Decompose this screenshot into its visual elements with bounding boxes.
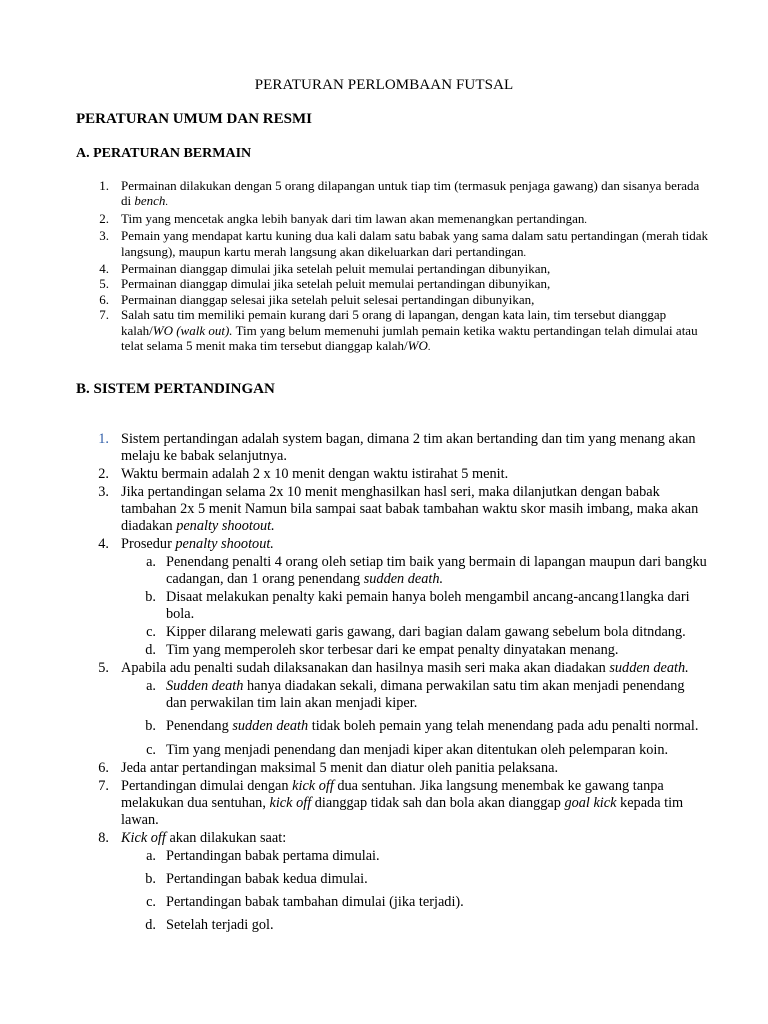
sub-list-item (0, 642, 768, 659)
sub-list-letter: a. (146, 847, 156, 864)
list-number: 4. (99, 261, 109, 277)
list-item (0, 261, 768, 276)
list-text: hanya diadakan sekali, dimana perwakilan satu tim akan menjadi penendang dan perwakilan tim lain akan menjadi kiper. (166, 678, 685, 712)
list-text: Pertandingan babak pertama dimulai. (166, 847, 380, 864)
list-text: Tim yang mencetak angka lebih banyak dari tim lawan akan memenangkan pertandingan (121, 210, 585, 226)
list-text-italic: sudden death. (609, 660, 689, 677)
sub-list-letter: c. (146, 741, 156, 758)
list-item (0, 778, 768, 829)
main-heading: PERATURAN UMUM DAN RESMI (76, 111, 312, 127)
list-text: Tim yang menjadi penendang dan menjadi kiper akan ditentukan oleh pelemparan koin. (166, 741, 669, 758)
list-number: 7. (98, 777, 109, 794)
list-text: Kipper dilarang melewati garis gawang, dari bagian dalam gawang sebelum bola ditndang. (166, 624, 686, 641)
sub-list-item (0, 589, 768, 623)
list-item (0, 484, 768, 535)
list-text-italic: WO (walk out). (152, 322, 233, 338)
list-item (0, 211, 768, 228)
list-text: akan dilakukan saat: (165, 829, 287, 846)
list-text-italic: sudden death (232, 718, 309, 735)
list-number: 3. (99, 228, 109, 244)
sub-list-letter: d. (145, 916, 156, 933)
list-text-italic: penalty shootout. (176, 518, 275, 535)
list-number: 8. (98, 829, 109, 846)
sub-list-item (0, 678, 768, 712)
list-text: Penendang penalti 4 orang oleh setiap tim baik yang bermain di lapangan maupun dari bangku cadangan, dan 1 orang penendang (166, 553, 707, 587)
list-text-end: . (584, 214, 587, 226)
list-text-italic: sudden death. (363, 570, 444, 587)
list-number: 1. (99, 178, 109, 193)
list-item (0, 228, 768, 261)
list-text: dua sentuhan. Jika langsung menembak ke gawang tanpa melakukan dua sentuhan, (121, 777, 664, 811)
list-text-italic: penalty shootout. (175, 535, 274, 552)
list-text: Pemain yang mendapat kartu kuning dua kali dalam satu babak yang sama dalam satu pertandingan (merah tidak langsung), maupun kartu merah langsung akan dikeluarkan dari pertandingan (121, 228, 708, 259)
list-text: Pertandingan babak kedua dimulai. (166, 870, 368, 887)
list-number: 6. (99, 291, 109, 307)
list-text: Penendang (166, 718, 233, 735)
list-text-italic: Sudden death (166, 678, 244, 695)
list-text: tidak boleh pemain yang telah menendang pada adu penalti normal. (308, 718, 699, 735)
sub-list-item (0, 894, 768, 911)
list-text: Pertandingan dimulai dengan (121, 777, 293, 794)
list-number: 6. (98, 759, 109, 776)
sub-list-item (0, 554, 768, 588)
list-item (0, 431, 768, 465)
sub-list-letter: c. (146, 893, 156, 910)
list-text-italic: goal kick (564, 794, 617, 811)
list-number: 2. (99, 210, 109, 226)
list-text-italic: kick off (292, 777, 334, 794)
list-text-end: . (165, 197, 168, 209)
sub-list-letter: d. (145, 642, 156, 659)
sub-list-item (0, 718, 768, 735)
list-text: Prosedur (121, 535, 176, 552)
list-text-italic: Kick off (121, 829, 166, 846)
list-text-italic: bench (134, 193, 166, 209)
list-text: Permainan dianggap selesai jika setelah peluit selesai pertandingan dibunyikan, (121, 291, 535, 307)
list-item (0, 760, 768, 777)
sub-list-item (0, 742, 768, 759)
list-text-italic: WO (407, 338, 428, 354)
sub-list-item (0, 848, 768, 865)
list-number: 3. (98, 483, 109, 500)
list-text: Apabila adu penalti sudah dilaksanakan dan hasilnya masih seri maka akan diadakan (121, 660, 610, 677)
section-b-heading: B. SISTEM PERTANDINGAN (76, 381, 275, 397)
list-item (0, 466, 768, 483)
list-text: Tim yang memperoleh skor terbesar dari ke empat penalty dinyatakan menang. (166, 642, 619, 659)
sub-list-item (0, 917, 768, 934)
sub-list-letter: b. (145, 589, 156, 606)
list-text: Permainan dianggap dimulai jika setelah peluit memulai pertandingan dibunyikan, (121, 261, 551, 277)
section-b-list (0, 431, 768, 935)
list-number: 4. (98, 535, 109, 552)
list-item (0, 830, 768, 847)
sub-list-item (0, 624, 768, 641)
list-text: dianggap tidak sah dan bola akan dianggap (311, 794, 565, 811)
list-text: Waktu bermain adalah 2 x 10 menit dengan waktu istirahat 5 menit. (121, 465, 509, 482)
list-text: Setelah terjadi gol. (166, 916, 274, 933)
list-item (0, 276, 768, 291)
list-text: Disaat melakukan penalty kaki pemain hanya boleh mengambil ancang-ancang1langka dari bola. (166, 589, 690, 623)
list-number: 5. (98, 660, 109, 677)
list-number: 1. (98, 431, 109, 447)
document-title: PERATURAN PERLOMBAAN FUTSAL (254, 77, 514, 93)
list-item (0, 660, 768, 677)
sub-list-letter: a. (146, 678, 156, 695)
list-text: Jeda antar pertandingan maksimal 5 menit dan diatur oleh panitia pelaksana. (121, 759, 559, 776)
section-a-list (0, 178, 768, 355)
list-text-italic: kick off (269, 794, 312, 811)
list-text-end: . (427, 342, 431, 354)
sub-list-item (0, 871, 768, 888)
list-number: 2. (98, 465, 109, 482)
list-text: Pertandingan babak tambahan dimulai (jika terjadi). (166, 893, 464, 910)
list-text: Salah satu tim memiliki pemain kurang dari 5 orang di lapangan, dengan kata lain, tim tersebut dianggap kalah/ (121, 307, 667, 338)
list-text: Permainan dilakukan dengan 5 orang dilapangan untuk tiap tim (termasuk penjaga gawang) dan sisanya berada di (121, 178, 700, 209)
list-text: kepada tim lawan. (121, 794, 684, 828)
list-item (0, 178, 768, 211)
list-text: Tim yang belum memenuhi jumlah pemain ketika waktu pertandingan telah dimulai atau telat selama 5 menit maka tim tersebut dianggap kalah/ (121, 322, 698, 354)
list-number: 7. (99, 307, 109, 323)
list-text-end: . (523, 247, 527, 259)
list-item (0, 307, 768, 355)
sub-list-letter: b. (145, 718, 156, 735)
list-item (0, 292, 768, 307)
list-text: Jika pertandingan selama 2x 10 menit menghasilkan hasl seri, maka dilanjutkan dengan babak tambahan 2x 5 menit Namun bila sampai saat babak tambahan waktu skor masih imbang, maka akan diadakan (121, 483, 699, 535)
list-item (0, 536, 768, 553)
list-number: 5. (99, 276, 109, 292)
sub-list-letter: c. (146, 624, 156, 641)
list-text: Sistem pertandingan adalah system bagan, dimana 2 tim akan bertanding dan tim yang menang akan melaju ke babak selanjutnya. (121, 431, 696, 465)
section-a-heading: A. PERATURAN BERMAIN (76, 146, 252, 161)
list-text: Permainan dianggap dimulai jika setelah peluit memulai pertandingan dibunyikan, (121, 276, 551, 292)
sub-list-letter: b. (145, 870, 156, 887)
sub-list-letter: a. (146, 553, 156, 570)
